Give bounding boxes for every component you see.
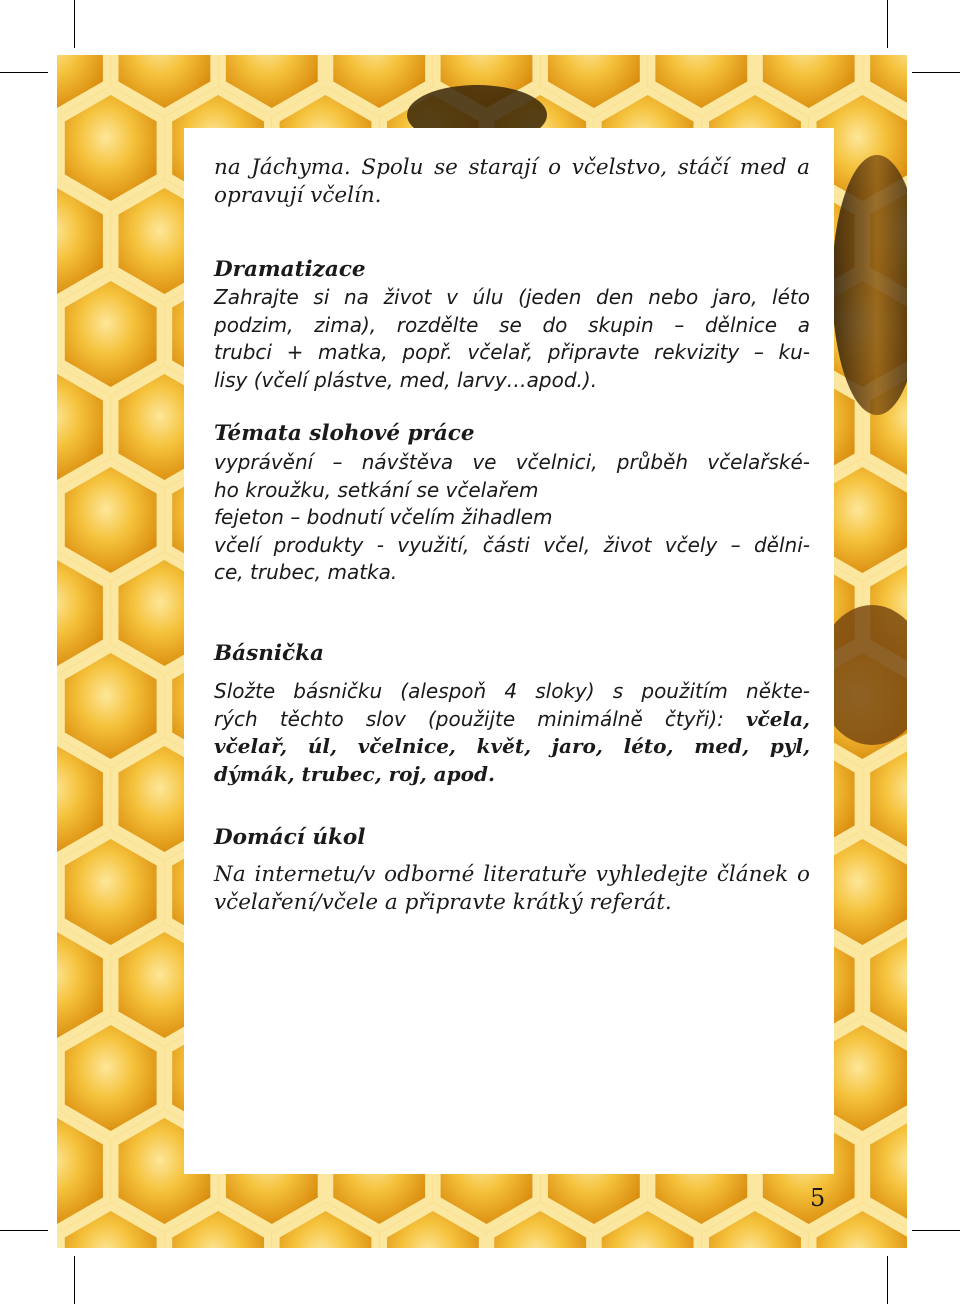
ukol-line: včelaření/včele a připravte krátký referát. bbox=[214, 889, 672, 915]
dramatizace-line: lisy (včelí plástve, med, larvy…apod.). bbox=[214, 367, 598, 392]
basnicka-keyword: včela, bbox=[745, 706, 810, 731]
crop-mark bbox=[0, 1230, 48, 1231]
dramatizace-line: trubci + matka, popř. včelař, připravte rekvizity – ku- bbox=[214, 340, 810, 364]
crop-mark bbox=[912, 1230, 960, 1231]
ukol-heading: Domácí úkol bbox=[214, 825, 366, 850]
ukol-paragraph bbox=[214, 861, 810, 916]
temata-heading: Témata slohové práce bbox=[214, 421, 475, 446]
basnicka-heading: Básnička bbox=[214, 641, 324, 666]
page-number: 5 bbox=[810, 1184, 826, 1212]
temata-line: vyprávění – návštěva ve včelnici, průběh včelařské- bbox=[214, 450, 810, 474]
basnicka-keywords: včelař, úl, včelnice, květ, jaro, léto, med, pyl, bbox=[214, 734, 810, 758]
temata-paragraph bbox=[214, 449, 810, 587]
intro-line: opravují včelín. bbox=[214, 182, 382, 208]
basnicka-line: Složte básničku (alespoň 4 sloky) s použitím někte- bbox=[214, 679, 810, 703]
ukol-line: Na internetu/v odborné literatuře vyhledejte článek o bbox=[214, 862, 810, 887]
temata-line: ce, trubec, matka. bbox=[214, 560, 398, 584]
dramatizace-paragraph bbox=[214, 284, 810, 394]
basnicka-paragraph bbox=[214, 678, 810, 788]
temata-line: fejeton – bodnutí včelím žihadlem bbox=[214, 505, 553, 529]
crop-mark bbox=[887, 0, 888, 48]
crop-mark bbox=[74, 0, 75, 48]
temata-line: ho kroužku, setkání se včelařem bbox=[214, 477, 539, 502]
temata-line: včelí produkty - využití, části včel, život včely – dělni- bbox=[214, 532, 810, 557]
dramatizace-heading: Dramatizace bbox=[214, 257, 366, 282]
dramatizace-line: Zahrajte si na život v úlu (jeden den nebo jaro, léto bbox=[214, 285, 810, 309]
dramatizace-line: podzim, zima), rozdělte se do skupin – dělnice a bbox=[214, 312, 810, 337]
intro-line: na Jáchyma. Spolu se starají o včelstvo, stáčí med a bbox=[214, 155, 810, 180]
content-card bbox=[184, 128, 834, 1174]
crop-mark bbox=[74, 1256, 75, 1304]
intro-paragraph bbox=[214, 154, 810, 209]
basnicka-keywords: dýmák, trubec, roj, apod. bbox=[214, 761, 495, 786]
basnicka-text: rých těchto slov (použijte minimálně čtyři): bbox=[214, 706, 746, 731]
crop-mark bbox=[0, 72, 48, 73]
crop-mark bbox=[887, 1256, 888, 1304]
basnicka-line bbox=[214, 706, 810, 734]
crop-mark bbox=[912, 72, 960, 73]
